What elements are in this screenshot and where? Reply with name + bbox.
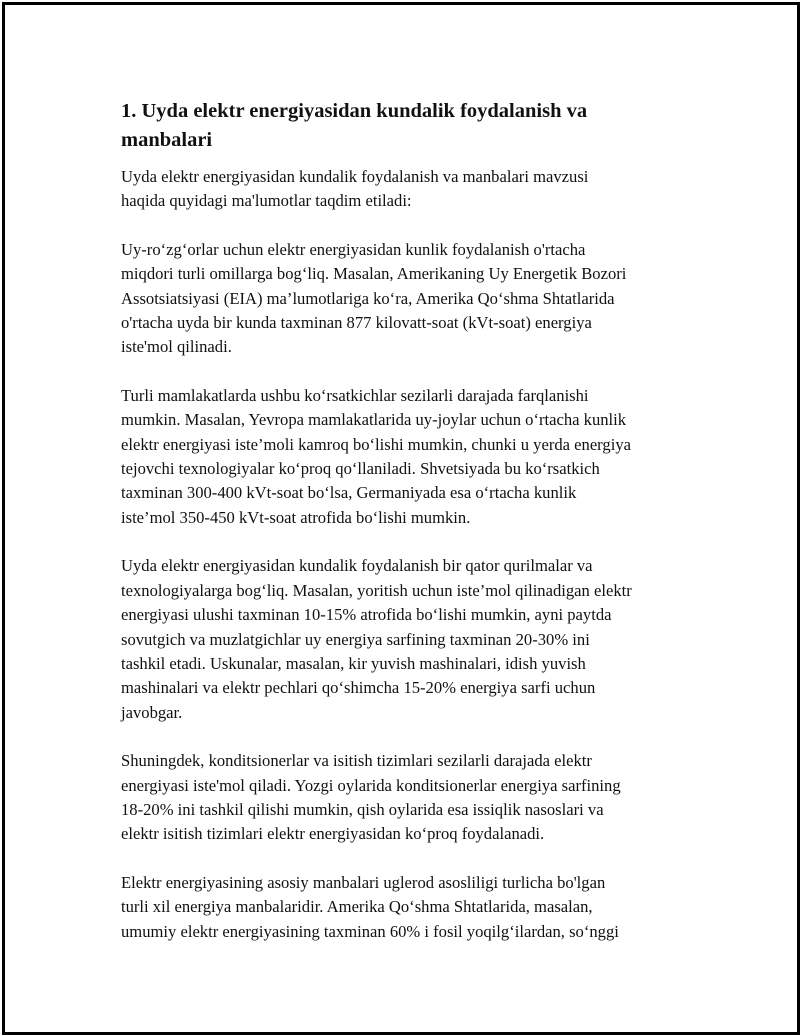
text-line: Uyda elektr energiyasidan kundalik foydalanish va manbalari mavzusi xyxy=(121,167,589,186)
text-line: turli xil energiya manbalaridir. Amerika Qo‘shma Shtatlarida, masalan, xyxy=(121,897,593,917)
text-line: Turli mamlakatlarda ushbu ko‘rsatkichlar sezilarli darajada farqlanishi xyxy=(121,385,589,405)
text-line: Shuningdek, konditsionerlar va isitish tizimlari sezilarli darajada elektr xyxy=(121,751,592,771)
text-line: Assotsiatsiyasi (EIA) ma’lumotlariga ko‘ra, Amerika Qo‘shma Shtatlarida xyxy=(121,288,615,308)
text-line: tejovchi texnologiyalar ko‘proq qo‘llaniladi. Shvetsiyada bu ko‘rsatkich xyxy=(121,459,600,479)
text-line: umumiy elektr energiyasining taxminan 60% i fosil yoqilg‘ilardan, so‘nggi xyxy=(121,921,619,941)
text-line: 18-20% ini tashkil qilishi mumkin, qish oylarida esa issiqlik nasoslari va xyxy=(121,799,604,819)
text-line: texnologiyalarga bog‘liq. Masalan, yoritish uchun iste’mol qilinadigan elektr xyxy=(121,580,632,600)
text-line: energiyasi iste'mol qiladi. Yozgi oylarida konditsionerlar energiya sarfining xyxy=(121,775,621,795)
page-frame xyxy=(2,2,800,1035)
text-line: mumkin. Masalan, Yevropa mamlakatlarida uy-joylar uchun o‘rtacha kunlik xyxy=(121,410,627,430)
text-line: iste'mol qilinadi. xyxy=(121,337,232,357)
text-line: javobgar. xyxy=(121,702,183,722)
text-line: mashinalari va elektr pechlari qo‘shimcha 15-20% energiya sarfi uchun xyxy=(121,678,596,698)
text-line: iste’mol 350-450 kVt-soat atrofida bo‘lishi mumkin. xyxy=(121,507,471,527)
text-line: Uyda elektr energiyasidan kundalik foydalanish bir qator qurilmalar va xyxy=(121,556,593,576)
text-line: tashkil etadi. Uskunalar, masalan, kir yuvish mashinalari, idish yuvish xyxy=(121,653,586,673)
paragraph-heating-cooling xyxy=(121,749,701,847)
text-line: Uy-ro‘zg‘orlar uchun elektr energiyasidan kunlik foydalanish o'rtacha xyxy=(121,239,586,259)
document-body xyxy=(121,97,701,968)
text-line: energiyasi ulushi taxminan 10-15% atrofida bo‘lishi mumkin, ayni paytda xyxy=(121,605,612,625)
paragraph-countries xyxy=(121,384,701,530)
title-line: manbalari xyxy=(121,129,213,151)
text-line: Elektr energiyasining asosiy manbalari uglerod asosliligi turlicha bo'lgan xyxy=(121,872,606,892)
text-line: sovutgich va muzlatgichlar uy energiya sarfining taxminan 20-30% ini xyxy=(121,629,590,649)
text-line: o'rtacha uyda bir kunda taxminan 877 kilovatt-soat (kVt-soat) energiya xyxy=(121,313,592,333)
paragraph-energy-sources xyxy=(121,871,701,944)
text-line: taxminan 300-400 kVt-soat bo‘lsa, Germaniyada esa o‘rtacha kunlik xyxy=(121,483,577,503)
text-line: elektr energiyasi iste’moli kamroq bo‘lishi mumkin, chunki u yerda energiya xyxy=(121,434,631,454)
text-line: miqdori turli omillarga bog‘liq. Masalan, Amerikaning Uy Energetik Bozori xyxy=(121,264,627,284)
paragraph-household-consumption xyxy=(121,238,701,360)
title-line: 1. Uyda elektr energiyasidan kundalik foydalanish va xyxy=(121,100,588,122)
text-line: elektr isitish tizimlari elektr energiyasidan ko‘proq foydalanadi. xyxy=(121,824,545,844)
text-line: haqida quyidagi ma'lumotlar taqdim etiladi: xyxy=(121,191,412,211)
paragraph-appliances xyxy=(121,554,701,725)
paragraph-intro xyxy=(121,165,701,214)
section-title xyxy=(121,97,701,155)
